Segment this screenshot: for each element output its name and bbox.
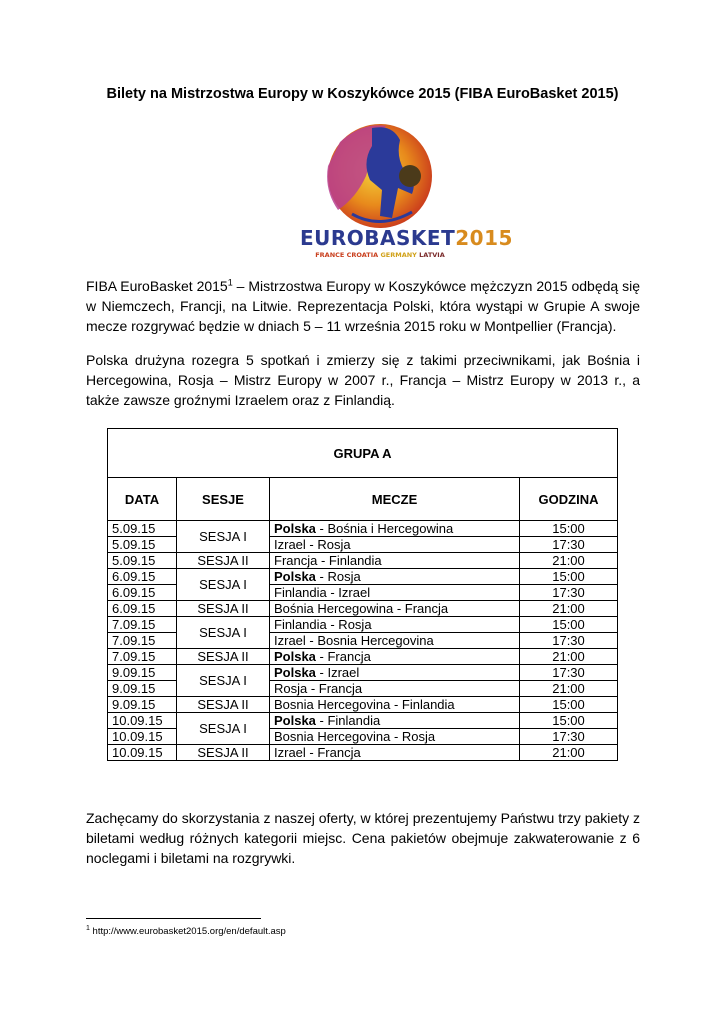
match-cell [270, 537, 520, 553]
session-cell: SESJA I [177, 521, 270, 553]
time-cell: 15:00 [520, 697, 618, 713]
match-cell [270, 553, 520, 569]
match-teams: - Finlandia [315, 713, 381, 728]
match-teams: Finlandia - Izrael [274, 585, 371, 600]
group-a-table [107, 428, 618, 761]
time-cell: 21:00 [520, 601, 618, 617]
date-cell: 5.09.15 [108, 553, 177, 569]
basketball-icon [399, 165, 421, 187]
column-header-session: SESJE [177, 478, 270, 521]
date-cell: 7.09.15 [108, 633, 177, 649]
intro-lead: FIBA EuroBasket 2015 [86, 278, 228, 294]
time-cell: 17:30 [520, 729, 618, 745]
date-cell: 9.09.15 [108, 697, 177, 713]
offer-paragraph: Zachęcamy do skorzystania z naszej oferty, w której prezentujemy Państwu trzy pakiety z biletami według różnych kategorii miejsc. Cena pakietów obejmuje zakwaterowanie z 6 noclegami i biletami na rozgrywki. [86, 810, 640, 866]
team-poland: Polska [274, 649, 316, 664]
match-cell [270, 665, 520, 681]
table-row [108, 665, 618, 681]
time-cell: 21:00 [520, 681, 618, 697]
session-cell: SESJA II [177, 745, 270, 761]
table-row [108, 745, 618, 761]
date-cell: 10.09.15 [108, 729, 177, 745]
opponents-paragraph: Polska drużyna rozegra 5 spotkań i zmierzy się z takimi przeciwnikami, jak Bośnia i Hercegowina, Rosja – Mistrz Europy w 2007 r., Francja – Mistrz Europy w 2013 r., a także zawsze groźnymi Izraelem oraz z Finlandią. [86, 352, 640, 408]
match-cell [270, 745, 520, 761]
date-cell: 7.09.15 [108, 649, 177, 665]
session-cell: SESJA II [177, 553, 270, 569]
match-cell [270, 649, 520, 665]
session-cell: SESJA I [177, 665, 270, 697]
match-cell [270, 713, 520, 729]
match-cell [270, 681, 520, 697]
date-cell: 10.09.15 [108, 713, 177, 729]
session-cell: SESJA I [177, 713, 270, 745]
match-teams: - Francja [315, 649, 371, 664]
date-cell: 6.09.15 [108, 601, 177, 617]
table-row [108, 697, 618, 713]
time-cell: 15:00 [520, 713, 618, 729]
date-cell: 9.09.15 [108, 665, 177, 681]
team-poland: Polska [274, 521, 316, 536]
match-teams: Izrael - Bosnia Hercegovina [274, 633, 434, 648]
match-teams: Bośnia Hercegowina - Francja [274, 601, 449, 616]
footnote-separator [86, 918, 261, 919]
table-row [108, 569, 618, 585]
match-cell [270, 521, 520, 537]
match-cell [270, 697, 520, 713]
time-cell: 17:30 [520, 665, 618, 681]
date-cell: 7.09.15 [108, 617, 177, 633]
match-teams: - Izrael [315, 665, 360, 680]
team-poland: Polska [274, 569, 316, 584]
table-body [108, 521, 618, 761]
table-row [108, 617, 618, 633]
match-teams: Izrael - Rosja [274, 537, 351, 552]
table-row [108, 601, 618, 617]
footnote-number: 1 [86, 924, 90, 932]
time-cell: 17:30 [520, 585, 618, 601]
session-cell: SESJA II [177, 697, 270, 713]
logo-countries [300, 251, 460, 259]
logo-country-france: FRANCE [315, 251, 345, 259]
table-row [108, 521, 618, 537]
match-teams: Bosnia Hercegovina - Finlandia [274, 697, 455, 712]
match-cell [270, 617, 520, 633]
team-poland: Polska [274, 713, 316, 728]
match-cell [270, 729, 520, 745]
logo-wordmark [300, 226, 513, 250]
table-row [108, 649, 618, 665]
session-cell: SESJA II [177, 601, 270, 617]
time-cell: 17:30 [520, 537, 618, 553]
date-cell: 5.09.15 [108, 537, 177, 553]
time-cell: 21:00 [520, 649, 618, 665]
match-teams: Francja - Finlandia [274, 553, 382, 568]
logo-name: EUROBASKET [300, 226, 456, 250]
time-cell: 21:00 [520, 745, 618, 761]
team-poland: Polska [274, 665, 316, 680]
table-row [108, 553, 618, 569]
column-header-date: DATA [108, 478, 177, 521]
group-header: GRUPA A [108, 429, 618, 478]
match-cell [270, 633, 520, 649]
logo-year: 2015 [455, 226, 513, 250]
table-row [108, 713, 618, 729]
match-teams: Izrael - Francja [274, 745, 361, 760]
footnote-reference[interactable]: 1 [227, 277, 233, 288]
match-cell [270, 601, 520, 617]
session-cell: SESJA II [177, 649, 270, 665]
time-cell: 17:30 [520, 633, 618, 649]
time-cell: 15:00 [520, 521, 618, 537]
session-cell: SESJA I [177, 569, 270, 601]
intro-text: – Mistrzostwa Europy w Koszykówce mężczyzn 2015 odbędą się w Niemczech, Francji, na Litwie. Reprezentacja Polski, która wystąpi w Grupie A swoje mecze rozgrywać będzie w dniach 5 – 11 września 2015 roku w Montpellier (Francja). [86, 278, 640, 334]
document-title: Bilety na Mistrzostwa Europy w Koszykówce 2015 (FIBA EuroBasket 2015) [106, 86, 619, 102]
footnote [86, 926, 286, 937]
date-cell: 6.09.15 [108, 569, 177, 585]
session-cell: SESJA I [177, 617, 270, 649]
match-cell [270, 585, 520, 601]
intro-paragraph [86, 276, 640, 336]
match-cell [270, 569, 520, 585]
time-cell: 21:00 [520, 553, 618, 569]
match-teams: Rosja - Francja [274, 681, 363, 696]
match-teams: - Rosja [315, 569, 361, 584]
logo-country-croatia: CROATIA [346, 251, 379, 259]
logo-country-latvia: LATVIA [419, 251, 445, 259]
match-teams: Bosnia Hercegovina - Rosja [274, 729, 436, 744]
time-cell: 15:00 [520, 569, 618, 585]
date-cell: 5.09.15 [108, 521, 177, 537]
column-header-matches: MECZE [270, 478, 520, 521]
match-teams: Finlandia - Rosja [274, 617, 372, 632]
match-teams: - Bośnia i Hercegowina [315, 521, 454, 536]
date-cell: 9.09.15 [108, 681, 177, 697]
footnote-url[interactable]: http://www.eurobasket2015.org/en/default.asp [89, 926, 286, 937]
column-header-time: GODZINA [520, 478, 618, 521]
date-cell: 10.09.15 [108, 745, 177, 761]
date-cell: 6.09.15 [108, 585, 177, 601]
logo-country-germany: GERMANY [380, 251, 417, 259]
time-cell: 15:00 [520, 617, 618, 633]
